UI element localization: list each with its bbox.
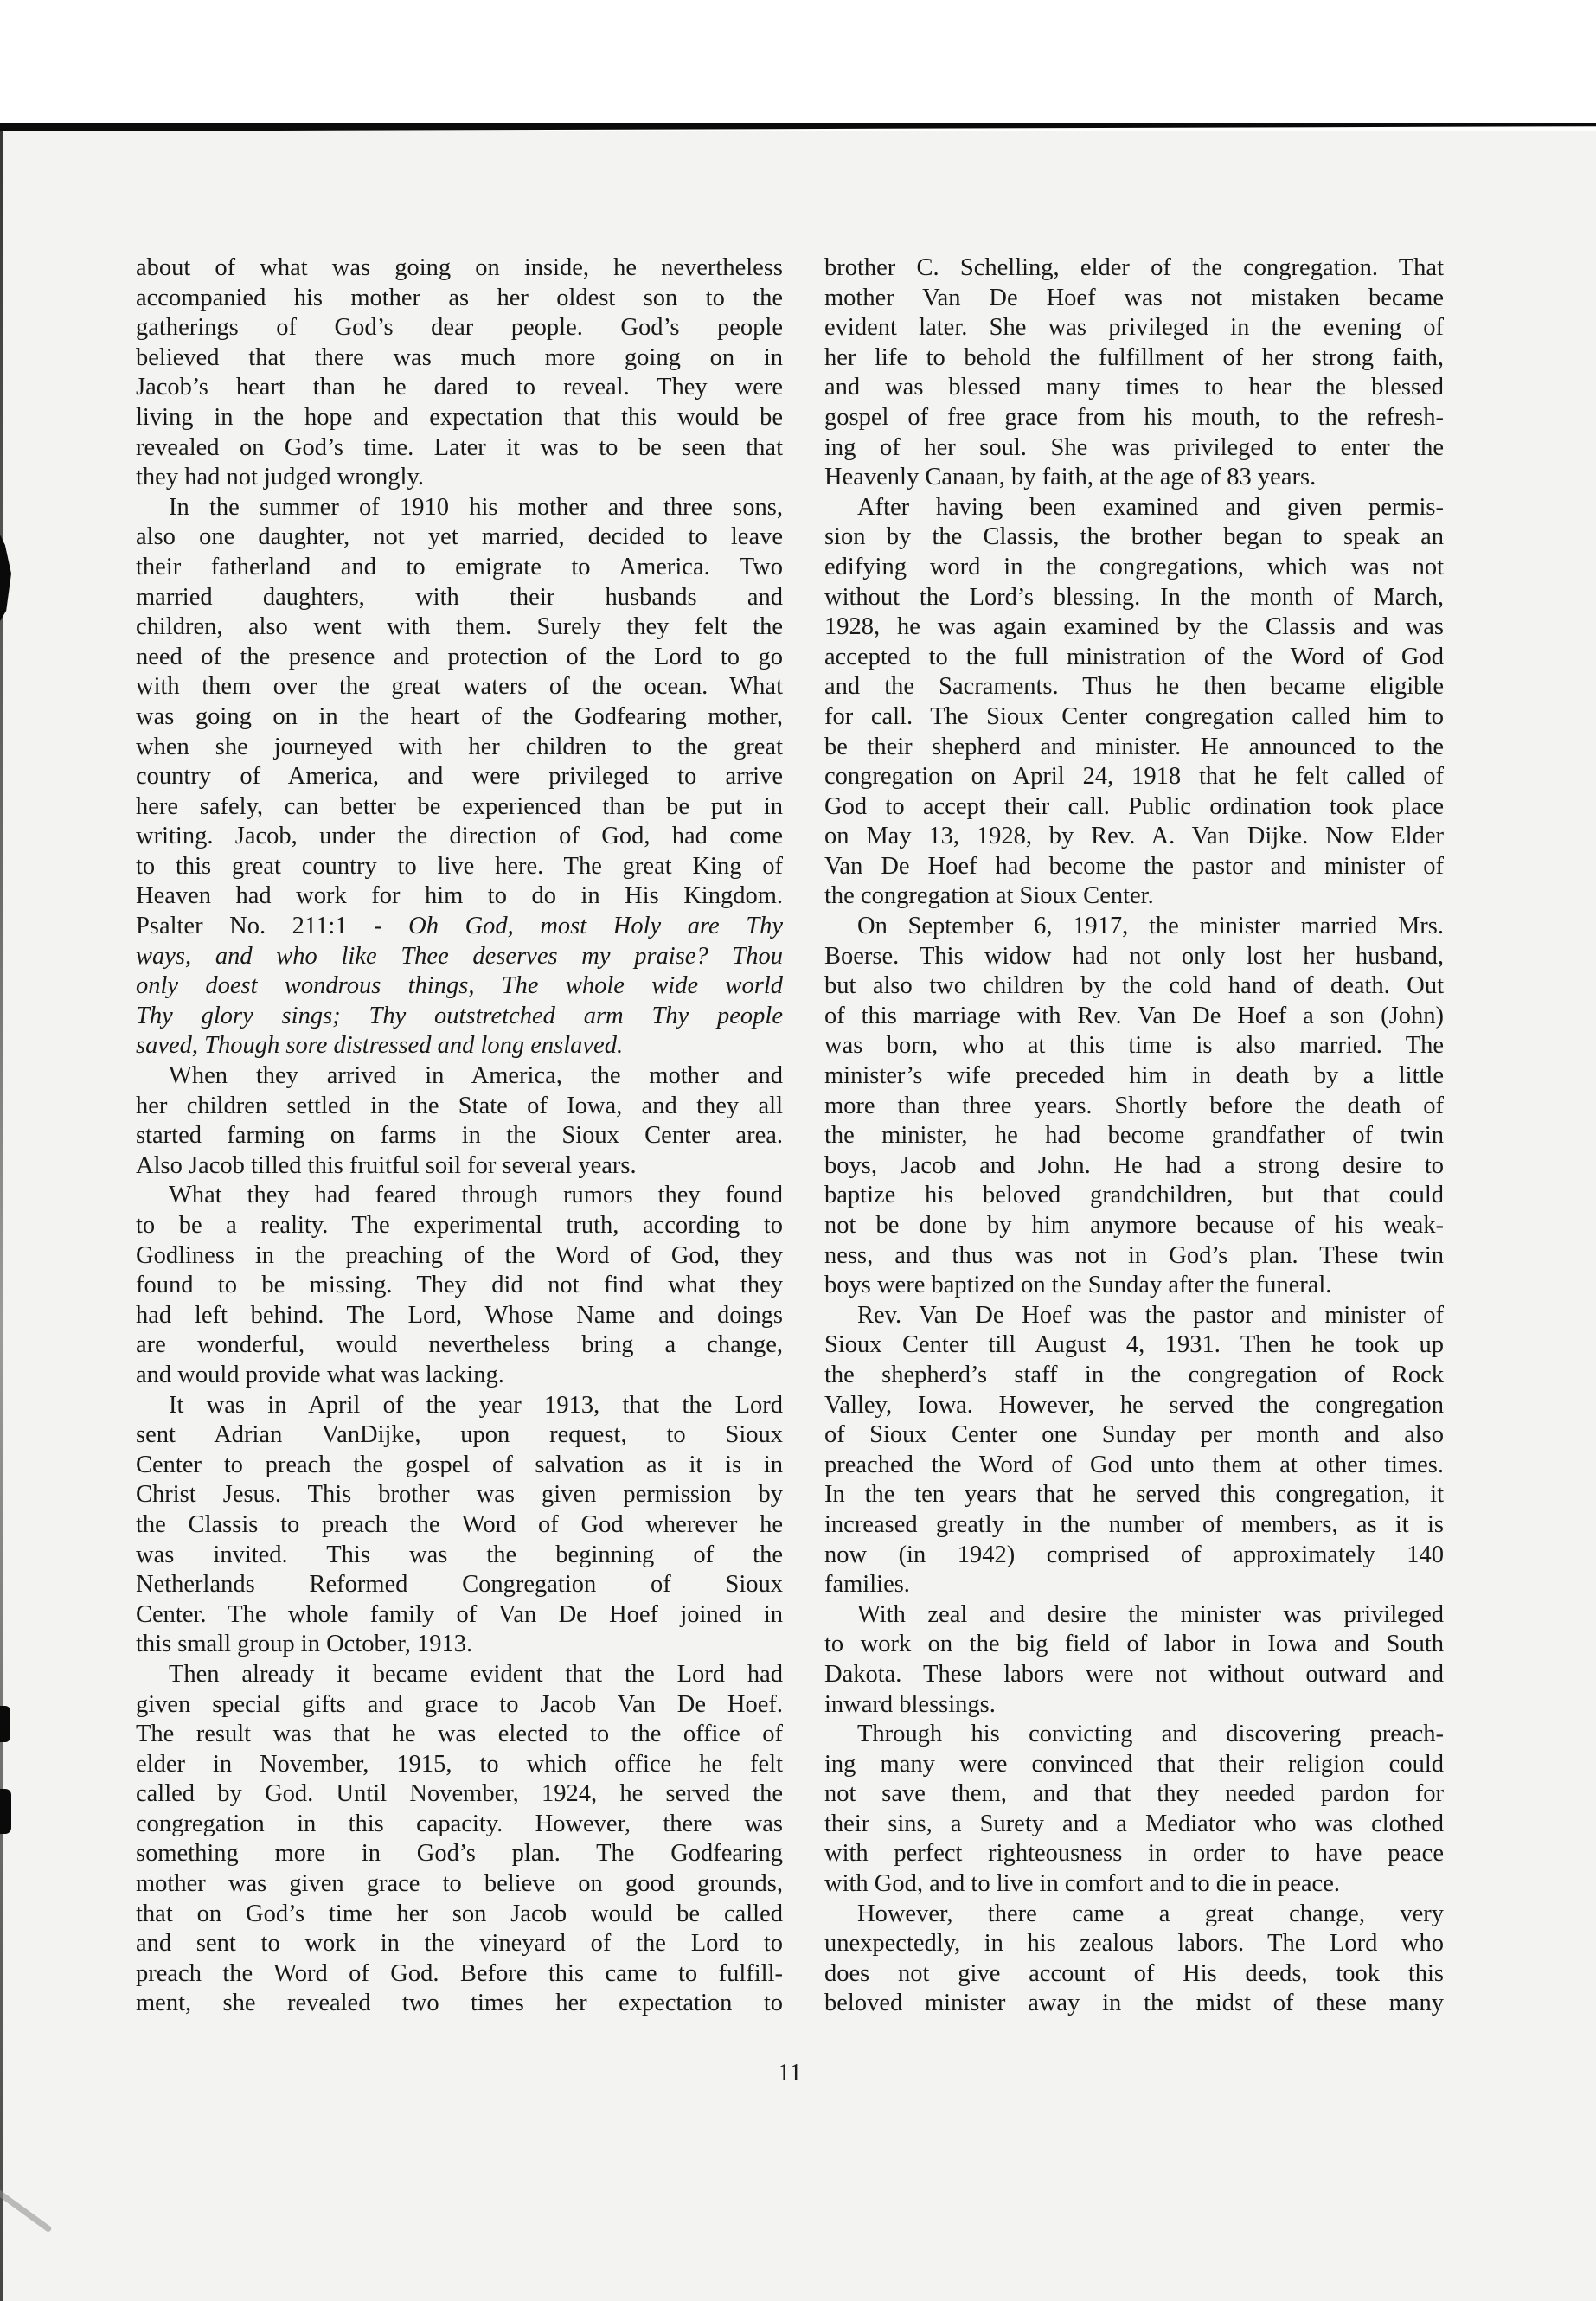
text-run: their sins, a Surety and a Mediator who was clothed: [824, 1810, 1444, 1837]
text-line: [136, 1690, 783, 1721]
text-line: [136, 253, 783, 284]
text-line: [824, 1869, 1444, 1900]
text-run: ness, and thus was not in God’s plan. These twin: [824, 1241, 1444, 1269]
text-line: [824, 1630, 1444, 1660]
text-run: with perfect righteousness in order to have peace: [824, 1840, 1444, 1868]
text-run: that on God’s time her son Jacob would be called: [136, 1900, 783, 1927]
text-run: and was blessed many times to hear the blessed: [824, 374, 1444, 401]
text-line: [824, 1541, 1444, 1571]
text-run: not save them, and that they needed pardon for: [824, 1780, 1444, 1808]
scan-top-bar-artifact: [0, 123, 1596, 131]
text-line: [824, 643, 1444, 673]
text-run: but also two children by the cold hand of death. Out: [824, 972, 1444, 1000]
text-run: Boerse. This widow had not only lost her husband,: [824, 942, 1444, 970]
text-line: [136, 583, 783, 613]
text-run: started farming on farms in the Sioux Center area.: [136, 1122, 783, 1150]
text-line: [136, 1810, 783, 1840]
text-line: [136, 1301, 783, 1331]
paragraph: [824, 1720, 1444, 1900]
text-run: God to accept their call. Public ordination took place: [824, 792, 1444, 820]
text-run: Also Jacob tilled this fruitful soil for several years.: [136, 1151, 637, 1179]
text-line: [136, 1420, 783, 1451]
text-run: about of what was going on inside, he nevertheless: [136, 254, 783, 281]
text-line: [136, 1929, 783, 1959]
text-line: [136, 942, 783, 972]
text-run: boys were baptized on the Sunday after the funeral.: [824, 1272, 1332, 1299]
text-line: [824, 971, 1444, 1002]
text-line: [824, 1600, 1444, 1631]
text-run: now (in 1942) comprised of approximately 140: [824, 1541, 1444, 1568]
text-line: [824, 762, 1444, 792]
text-line: [136, 612, 783, 643]
text-line: [824, 1570, 1444, 1600]
text-run: be their shepherd and minister. He announced to the: [824, 733, 1444, 760]
text-line: [824, 1031, 1444, 1061]
text-run: was born, who at this time is also married. The: [824, 1032, 1444, 1060]
text-run: was invited. This was the beginning of the: [136, 1541, 783, 1568]
text-line: [136, 373, 783, 403]
text-line: [824, 313, 1444, 343]
text-line: [824, 522, 1444, 553]
text-line: [136, 1480, 783, 1510]
text-run: ment, she revealed two times her expectation to: [136, 1990, 783, 2017]
text-run: minister’s wife preceded him in death by a little: [824, 1062, 1444, 1090]
text-run: Then already it became evident that the Lord had: [169, 1660, 783, 1688]
text-line: [136, 762, 783, 792]
text-line: [136, 702, 783, 733]
text-line: [136, 1092, 783, 1122]
text-run: ing many were convinced that their religion could: [824, 1750, 1444, 1778]
text-run: are wonderful, would nevertheless bring a change,: [136, 1331, 783, 1359]
text-run: accepted to the full ministration of the Word of God: [824, 643, 1444, 670]
text-run: Dakota. These labors were not without outward and: [824, 1660, 1444, 1688]
italic-text-run: ways, and who like Thee deserves my praise? Thou: [136, 942, 783, 970]
text-run: In the summer of 1910 his mother and three sons,: [169, 493, 783, 521]
text-line: [824, 1989, 1444, 2019]
text-run: boys, Jacob and John. He had a strong desire to: [824, 1151, 1444, 1179]
text-run: had left behind. The Lord, Whose Name and doings: [136, 1301, 783, 1329]
text-run: Psalter No. 211:1 -: [136, 913, 409, 940]
text-run: to this great country to live here. The great King of: [136, 852, 783, 880]
text-line: [824, 942, 1444, 972]
text-line: [136, 1900, 783, 1930]
text-line: [824, 1750, 1444, 1780]
text-line: [136, 1570, 783, 1600]
text-run: After having been examined and given permis-: [857, 493, 1444, 521]
text-line: [136, 792, 783, 823]
text-run: country of America, and were privileged to arrive: [136, 763, 783, 791]
scan-artifact: [0, 1706, 10, 1742]
text-run: without the Lord’s blessing. In the month of March,: [824, 583, 1444, 611]
text-line: [136, 1061, 783, 1092]
text-line: [824, 1451, 1444, 1481]
text-line: [136, 553, 783, 583]
text-line: [824, 1301, 1444, 1331]
text-run: was going on in the heart of the Godfearing mother,: [136, 702, 783, 730]
text-line: [824, 583, 1444, 613]
text-run: her life to behold the fulfillment of her strong faith,: [824, 343, 1444, 371]
text-run: and would provide what was lacking.: [136, 1361, 504, 1388]
text-line: [136, 463, 783, 493]
text-line: [824, 1330, 1444, 1361]
text-line: [824, 343, 1444, 374]
text-line: [824, 1690, 1444, 1721]
text-line: [824, 1929, 1444, 1959]
text-line: [136, 971, 783, 1002]
text-run: With zeal and desire the minister was privileged: [857, 1600, 1444, 1628]
text-line: [136, 1959, 783, 1990]
text-run: married daughters, with their husbands and: [136, 583, 783, 611]
text-line: [824, 1480, 1444, 1510]
paragraph: [824, 253, 1444, 493]
paragraph: [136, 1660, 783, 2019]
text-line: [136, 343, 783, 374]
text-line: [136, 1660, 783, 1690]
text-line: [136, 643, 783, 673]
text-run: preached the Word of God unto them at other times.: [824, 1451, 1444, 1478]
text-line: [136, 1151, 783, 1182]
text-line: [136, 912, 783, 942]
text-run: found to be missing. They did not find what they: [136, 1272, 783, 1299]
text-run: 1928, he was again examined by the Classis and was: [824, 613, 1444, 641]
italic-text-run: saved, Though sore distressed and long enslaved.: [136, 1032, 624, 1060]
text-line: [824, 253, 1444, 284]
text-line: [136, 1720, 783, 1750]
text-line: [136, 1031, 783, 1061]
paragraph: [136, 1061, 783, 1181]
text-run: families.: [824, 1571, 910, 1599]
paragraph: [136, 1391, 783, 1660]
text-run: mother Van De Hoef was not mistaken became: [824, 284, 1444, 311]
text-line: [136, 1271, 783, 1301]
text-run: sion by the Classis, the brother began to speak an: [824, 523, 1444, 551]
text-run: Godliness in the preaching of the Word of God, they: [136, 1241, 783, 1269]
paragraph: [824, 1301, 1444, 1600]
text-run: more than three years. Shortly before the death of: [824, 1092, 1444, 1119]
text-run: this small group in October, 1913.: [136, 1631, 473, 1658]
text-line: [136, 522, 783, 553]
text-run: Christ Jesus. This brother was given permission by: [136, 1481, 783, 1509]
text-line: [136, 1869, 783, 1900]
text-run: Heavenly Canaan, by faith, at the age of 83 years.: [824, 464, 1317, 491]
text-line: [136, 1211, 783, 1241]
text-run: called by God. Until November, 1924, he served the: [136, 1780, 783, 1808]
text-run: baptize his beloved grandchildren, but that could: [824, 1182, 1444, 1209]
text-run: inward blessings.: [824, 1690, 996, 1718]
text-line: [136, 1241, 783, 1272]
text-line: [136, 1391, 783, 1421]
text-line: [136, 1630, 783, 1660]
text-line: [136, 1839, 783, 1869]
text-run: to be a reality. The experimental truth, according to: [136, 1212, 783, 1239]
text-line: [136, 1541, 783, 1571]
paragraph: [136, 1181, 783, 1390]
text-run: sent Adrian VanDijke, upon request, to Sioux: [136, 1421, 783, 1449]
text-line: [136, 881, 783, 912]
text-line: [824, 1779, 1444, 1810]
text-line: [136, 1451, 783, 1481]
text-line: [136, 1750, 783, 1780]
text-line: [824, 1092, 1444, 1122]
text-line: [824, 1241, 1444, 1272]
text-line: [136, 1779, 783, 1810]
scan-left-edge-artifact: [0, 131, 3, 2301]
paragraph: [824, 912, 1444, 1301]
text-line: [136, 313, 783, 343]
text-run: ing of her soul. She was privileged to enter the: [824, 433, 1444, 461]
scan-artifact: [0, 1789, 11, 1834]
paragraph: [824, 1600, 1444, 1720]
text-run: brother C. Schelling, elder of the congregation. That: [824, 254, 1444, 281]
text-line: [136, 1002, 783, 1032]
text-run: preach the Word of God. Before this came to fulfill-: [136, 1959, 783, 1987]
text-line: [824, 403, 1444, 433]
paragraph: [136, 493, 783, 1061]
italic-text-run: only doest wondrous things, The whole wide world: [136, 972, 783, 1000]
text-line: [824, 733, 1444, 763]
text-run: beloved minister away in the midst of these many: [824, 1990, 1444, 2017]
text-run: evident later. She was privileged in the evening of: [824, 314, 1444, 342]
text-column-left: [136, 253, 783, 2019]
text-line: [824, 463, 1444, 493]
text-line: [824, 852, 1444, 882]
text-run: revealed on God’s time. Later it was to be seen that: [136, 433, 783, 461]
text-line: [824, 702, 1444, 733]
text-column-right: [824, 253, 1444, 2019]
text-run: gatherings of God’s dear people. God’s people: [136, 314, 783, 342]
text-line: [136, 1510, 783, 1541]
italic-text-run: Oh God, most Holy are Thy: [408, 913, 783, 940]
text-line: [824, 1121, 1444, 1151]
text-line: [824, 1510, 1444, 1541]
text-line: [824, 1061, 1444, 1092]
text-line: [136, 1121, 783, 1151]
text-run: for call. The Sioux Center congregation called him to: [824, 702, 1444, 730]
text-line: [824, 1720, 1444, 1750]
text-run: congregation on April 24, 1918 that he felt called of: [824, 763, 1444, 791]
text-run: with God, and to live in comfort and to die in peace.: [824, 1870, 1340, 1898]
text-run: to work on the big field of labor in Iowa and South: [824, 1631, 1444, 1658]
text-line: [824, 1151, 1444, 1182]
text-run: here safely, can better be experienced than be put in: [136, 792, 783, 820]
text-run: accompanied his mother as her oldest son to the: [136, 284, 783, 311]
text-run: Heaven had work for him to do in His Kingdom.: [136, 882, 783, 910]
text-run: and sent to work in the vineyard of the Lord to: [136, 1930, 783, 1958]
text-line: [824, 493, 1444, 523]
text-run: The result was that he was elected to the office of: [136, 1721, 783, 1748]
text-run: Sioux Center till August 4, 1931. Then he took up: [824, 1331, 1444, 1359]
text-line: [136, 1600, 783, 1631]
text-run: elder in November, 1915, to which office he felt: [136, 1750, 783, 1778]
text-run: their fatherland and to emigrate to America. Two: [136, 553, 783, 580]
text-line: [824, 1391, 1444, 1421]
text-run: Center. The whole family of Van De Hoef joined in: [136, 1600, 783, 1628]
text-run: of this marriage with Rev. Van De Hoef a son (John): [824, 1002, 1444, 1029]
text-run: believed that there was much more going on in: [136, 343, 783, 371]
text-run: Center to preach the gospel of salvation as it is in: [136, 1451, 783, 1478]
text-run: need of the presence and protection of the Lord to go: [136, 643, 783, 670]
text-run: when she journeyed with her children to the great: [136, 733, 783, 760]
text-run: they had not judged wrongly.: [136, 464, 424, 491]
text-line: [824, 912, 1444, 942]
text-run: the minister, he had become grandfather of twin: [824, 1122, 1444, 1150]
text-run: her children settled in the State of Iowa, and they all: [136, 1092, 783, 1119]
text-line: [824, 1810, 1444, 1840]
text-line: [136, 1361, 783, 1391]
text-run: It was in April of the year 1913, that the Lord: [169, 1391, 783, 1419]
text-run: of Sioux Center one Sunday per month and also: [824, 1421, 1444, 1449]
text-line: [824, 822, 1444, 852]
paragraph: [824, 493, 1444, 912]
text-line: [824, 433, 1444, 464]
text-run: something more in God’s plan. The Godfearing: [136, 1840, 783, 1868]
text-line: [824, 553, 1444, 583]
text-line: [824, 1420, 1444, 1451]
text-run: increased greatly in the number of members, as it is: [824, 1510, 1444, 1538]
italic-text-run: Thy glory sings; Thy outstretched arm Thy people: [136, 1002, 783, 1029]
text-line: [824, 284, 1444, 314]
text-run: Jacob’s heart than he dared to reveal. They were: [136, 374, 783, 401]
text-run: Rev. Van De Hoef was the pastor and minister of: [857, 1301, 1444, 1329]
text-line: [136, 433, 783, 464]
text-run: not be done by him anymore because of his weak-: [824, 1212, 1444, 1239]
text-line: [824, 1660, 1444, 1690]
text-line: [136, 1181, 783, 1211]
text-line: [824, 1002, 1444, 1032]
text-line: [824, 1361, 1444, 1391]
text-run: On September 6, 1917, the minister married Mrs.: [857, 913, 1444, 940]
text-run: the shepherd’s staff in the congregation of Rock: [824, 1361, 1444, 1388]
paragraph: [824, 1900, 1444, 2019]
text-run: mother was given grace to believe on good grounds,: [136, 1870, 783, 1898]
text-run: Netherlands Reformed Congregation of Sioux: [136, 1571, 783, 1599]
text-run: given special gifts and grace to Jacob Van De Hoef.: [136, 1690, 783, 1718]
text-line: [136, 403, 783, 433]
text-line: [136, 1330, 783, 1361]
text-run: with them over the great waters of the ocean. What: [136, 673, 783, 701]
text-run: living in the hope and expectation that this would be: [136, 403, 783, 431]
text-run: on May 13, 1928, by Rev. A. Van Dijke. Now Elder: [824, 823, 1444, 850]
text-run: However, there came a great change, very: [857, 1900, 1444, 1927]
text-run: writing. Jacob, under the direction of God, had come: [136, 823, 783, 850]
text-run: unexpectedly, in his zealous labors. The Lord who: [824, 1930, 1444, 1958]
text-line: [824, 1181, 1444, 1211]
text-run: Through his convicting and discovering preach-: [857, 1721, 1444, 1748]
text-line: [136, 733, 783, 763]
text-line: [136, 672, 783, 702]
text-run: children, also went with them. Surely they felt the: [136, 613, 783, 641]
text-line: [824, 1211, 1444, 1241]
text-run: gospel of free grace from his mouth, to the refresh-: [824, 403, 1444, 431]
text-line: [824, 1900, 1444, 1930]
text-run: Valley, Iowa. However, he served the congregation: [824, 1391, 1444, 1419]
text-line: [136, 1989, 783, 2019]
text-run: and the Sacraments. Thus he then became eligible: [824, 673, 1444, 701]
paragraph: [136, 253, 783, 493]
text-line: [136, 284, 783, 314]
text-run: edifying word in the congregations, which was not: [824, 553, 1444, 580]
text-line: [824, 1959, 1444, 1990]
text-run: What they had feared through rumors they found: [169, 1182, 783, 1209]
page-number: 11: [778, 2059, 802, 2086]
text-line: [824, 1839, 1444, 1869]
text-run: also one daughter, not yet married, decided to leave: [136, 523, 783, 551]
text-run: the Classis to preach the Word of God wherever he: [136, 1510, 783, 1538]
text-run: the congregation at Sioux Center.: [824, 882, 1154, 910]
text-run: In the ten years that he served this congregation, it: [824, 1481, 1444, 1509]
text-run: Van De Hoef had become the pastor and minister of: [824, 852, 1444, 880]
text-line: [824, 881, 1444, 912]
text-line: [136, 852, 783, 882]
text-line: [824, 672, 1444, 702]
text-line: [824, 1271, 1444, 1301]
text-line: [824, 612, 1444, 643]
text-run: When they arrived in America, the mother and: [169, 1062, 783, 1090]
text-line: [136, 822, 783, 852]
text-line: [824, 792, 1444, 823]
text-run: congregation in this capacity. However, there was: [136, 1810, 783, 1837]
text-run: does not give account of His deeds, took this: [824, 1959, 1444, 1987]
text-line: [136, 493, 783, 523]
text-line: [824, 373, 1444, 403]
